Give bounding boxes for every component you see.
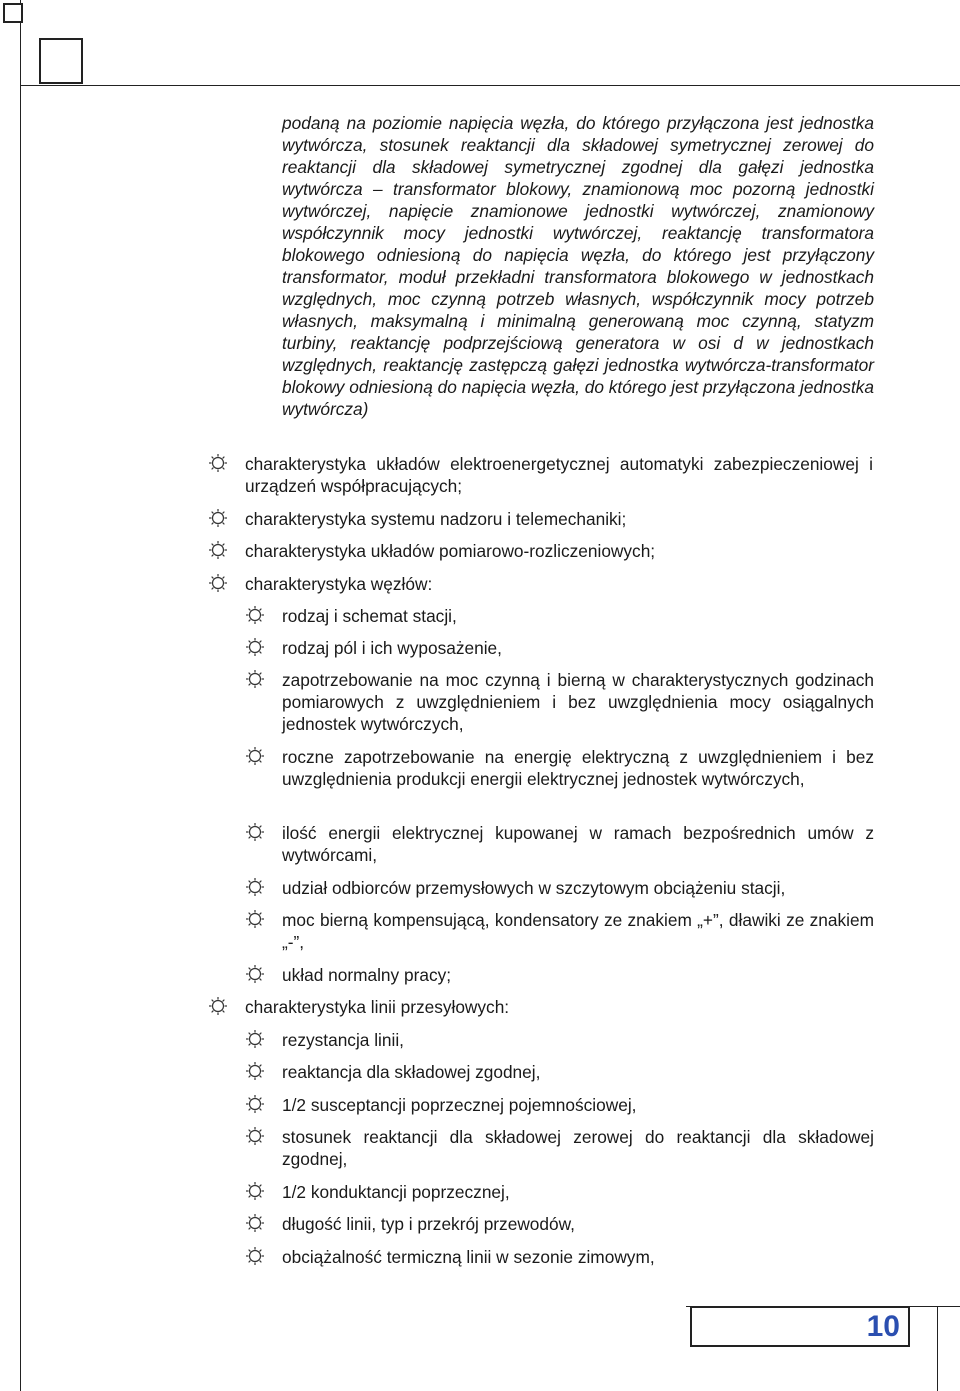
list-item: obciążalność termiczną linii w sezonie zimowym, — [282, 1247, 655, 1267]
page-number-box — [690, 1306, 910, 1347]
list-item: charakterystyka węzłów: — [245, 574, 433, 594]
bullet-gear-icon — [245, 1126, 265, 1146]
list-item: zapotrzebowanie na moc czynną i bierną w charakterystycznych godzinach pomiarowych z uwzględnieniem i bez uwzględnienia mocy osiągalnych jednostek wytwórczych, — [282, 670, 874, 734]
bullet-gear-icon — [245, 909, 265, 929]
bullet-gear-icon — [245, 746, 265, 766]
bullet-gear-icon — [245, 637, 265, 657]
bullet-gear-icon — [245, 1181, 265, 1201]
bullet-gear-icon — [245, 1213, 265, 1233]
list-item: ilość energii elektrycznej kupowanej w ramach bezpośrednich umów z wytwórcami, — [282, 823, 874, 865]
list-item: stosunek reaktancji dla składowej zerowej do reaktancji dla składowej zgodnej, — [282, 1127, 874, 1169]
bullet-gear-icon — [208, 996, 228, 1016]
list-item: rezystancja linii, — [282, 1030, 404, 1050]
list-item: moc bierną kompensującą, kondensatory ze znakiem „+”, dławiki ze znakiem „-”, — [282, 910, 874, 952]
bullet-gear-icon — [245, 669, 265, 689]
frame-line-right — [937, 1306, 938, 1391]
frame-line-top — [20, 85, 960, 86]
list-item: charakterystyka układów elektroenergetycznej automatyki zabezpieczeniowej i urządzeń współpracujących; — [245, 454, 873, 496]
intro-paragraph: podaną na poziomie napięcia węzła, do którego przyłączona jest jednostka wytwórcza, stosunek reaktancji dla składowej symetrycznej zerowej do reaktancji dla składowej symetrycznej zgodnej dla gałęzi jednostka wytwórcza – transformator blokowy, znamionową moc pozorną jednostki wytwórczej, napięcie znamionowe jednostki wytwórczej, znamionowy współczynnik mocy jednostki wytwórczej, reaktancję transformatora blokowego odniesioną do napięcia węzła, do którego jest przyłączony transformator, moduł przekładni transformatora blokowego w jednostkach względnych, moc czynną potrzeb własnych, współczynnik mocy potrzeb własnych, maksymalną i minimalną generowaną moc czynną, statyzm turbiny, reaktancję podprzejściową generatora w osi d w jednostkach względnych, reaktancję zastępczą gałęzi jednostka wytwórcza-transformator blokowy odniesioną do napięcia węzła, do którego jest przyłączona jednostka wytwórcza) — [282, 113, 874, 419]
list-item: charakterystyka systemu nadzoru i telemechaniki; — [245, 509, 627, 529]
bullet-gear-icon — [208, 453, 228, 473]
list-item: roczne zapotrzebowanie na energię elektryczną z uwzględnieniem i bez uwzględnienia produkcji energii elektrycznej jednostek wytwórczych, — [282, 747, 874, 789]
bullet-gear-icon — [245, 1061, 265, 1081]
list-item: udział odbiorców przemysłowych w szczytowym obciążeniu stacji, — [282, 878, 786, 898]
bullet-gear-icon — [245, 877, 265, 897]
list-item: charakterystyka układów pomiarowo-rozliczeniowych; — [245, 541, 656, 561]
list-item: układ normalny pracy; — [282, 965, 452, 985]
list-item: rodzaj i schemat stacji, — [282, 606, 457, 626]
bullet-gear-icon — [245, 1094, 265, 1114]
frame-line-left — [20, 0, 21, 1391]
bullet-gear-icon — [245, 1246, 265, 1266]
list-item: długość linii, typ i przekrój przewodów, — [282, 1214, 575, 1234]
page-number: 10 — [866, 1309, 900, 1343]
bullet-gear-icon — [208, 540, 228, 560]
corner-square-small — [3, 3, 23, 23]
list-item: reaktancja dla składowej zgodnej, — [282, 1062, 541, 1082]
list-item: 1/2 susceptancji poprzecznej pojemnościowej, — [282, 1095, 637, 1115]
bullet-gear-icon — [208, 573, 228, 593]
bullet-gear-icon — [208, 508, 228, 528]
list-item: rodzaj pól i ich wyposażenie, — [282, 638, 502, 658]
list-item: 1/2 konduktancji poprzecznej, — [282, 1182, 510, 1202]
bullet-gear-icon — [245, 1029, 265, 1049]
bullet-gear-icon — [245, 964, 265, 984]
list-item: charakterystyka linii przesyłowych: — [245, 997, 510, 1017]
corner-square-large — [39, 38, 83, 84]
bullet-gear-icon — [245, 605, 265, 625]
bullet-gear-icon — [245, 822, 265, 842]
